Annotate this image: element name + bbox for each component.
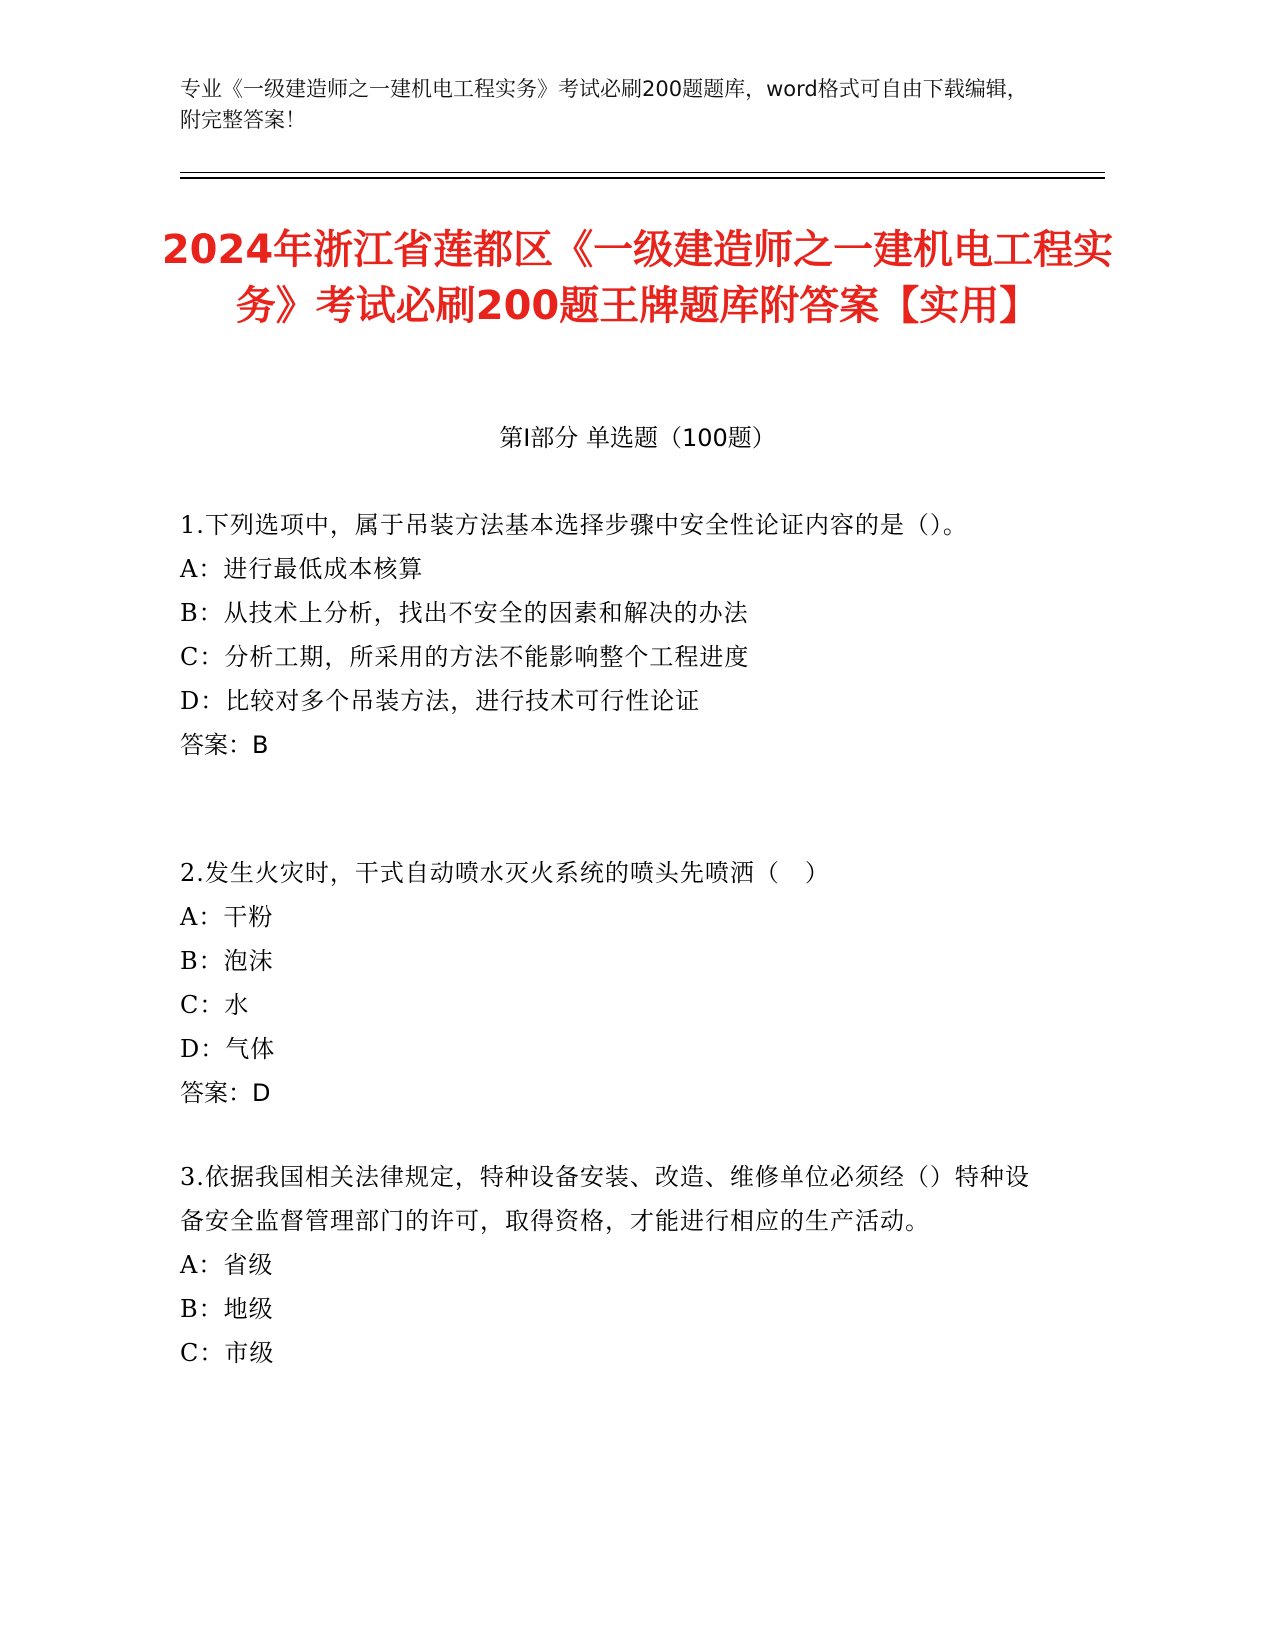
answer: 答案：B [180, 731, 269, 759]
question-1 [180, 503, 1040, 767]
option-b: B：从技术上分析，找出不安全的因素和解决的办法 [180, 599, 749, 627]
option-c: C：水 [180, 991, 250, 1019]
option-b: B：地级 [180, 1295, 274, 1323]
question-3 [180, 1155, 1040, 1375]
question-stem: 2.发生火灾时，干式自动喷水灭火系统的喷头先喷洒（ ） [180, 859, 830, 887]
section-heading: 第I部分 单选题（100题） [499, 424, 776, 452]
question-2 [180, 851, 1040, 1115]
answer: 答案：D [180, 1079, 271, 1107]
header-note: 专业《一级建造师之一建机电工程实务》考试必刷200题题库，word格式可自由下载编辑，附完整答案！ [180, 77, 1028, 132]
option-a: A：干粉 [180, 903, 274, 931]
option-a: A：进行最低成本核算 [180, 555, 424, 583]
header-divider-bottom [180, 177, 1105, 179]
option-a: A：省级 [180, 1251, 274, 1279]
option-c: C：市级 [180, 1339, 275, 1367]
question-stem: 3.依据我国相关法律规定，特种设备安装、改造、维修单位必须经（）特种设备安全监督管理部门的许可，取得资格，才能进行相应的生产活动。 [180, 1163, 1030, 1235]
option-c: C：分析工期，所采用的方法不能影响整个工程进度 [180, 643, 750, 671]
option-b: B：泡沫 [180, 947, 274, 975]
option-d: D：比较对多个吊装方法，进行技术可行性论证 [180, 687, 701, 715]
question-stem: 1.下列选项中，属于吊装方法基本选择步骤中安全性论证内容的是（）。 [180, 511, 968, 539]
document-title: 2024年浙江省莲都区《一级建造师之一建机电工程实务》考试必刷200题王牌题库附答案【实用】 [161, 227, 1114, 329]
option-d: D：气体 [180, 1035, 276, 1063]
header-divider-top [180, 172, 1105, 173]
